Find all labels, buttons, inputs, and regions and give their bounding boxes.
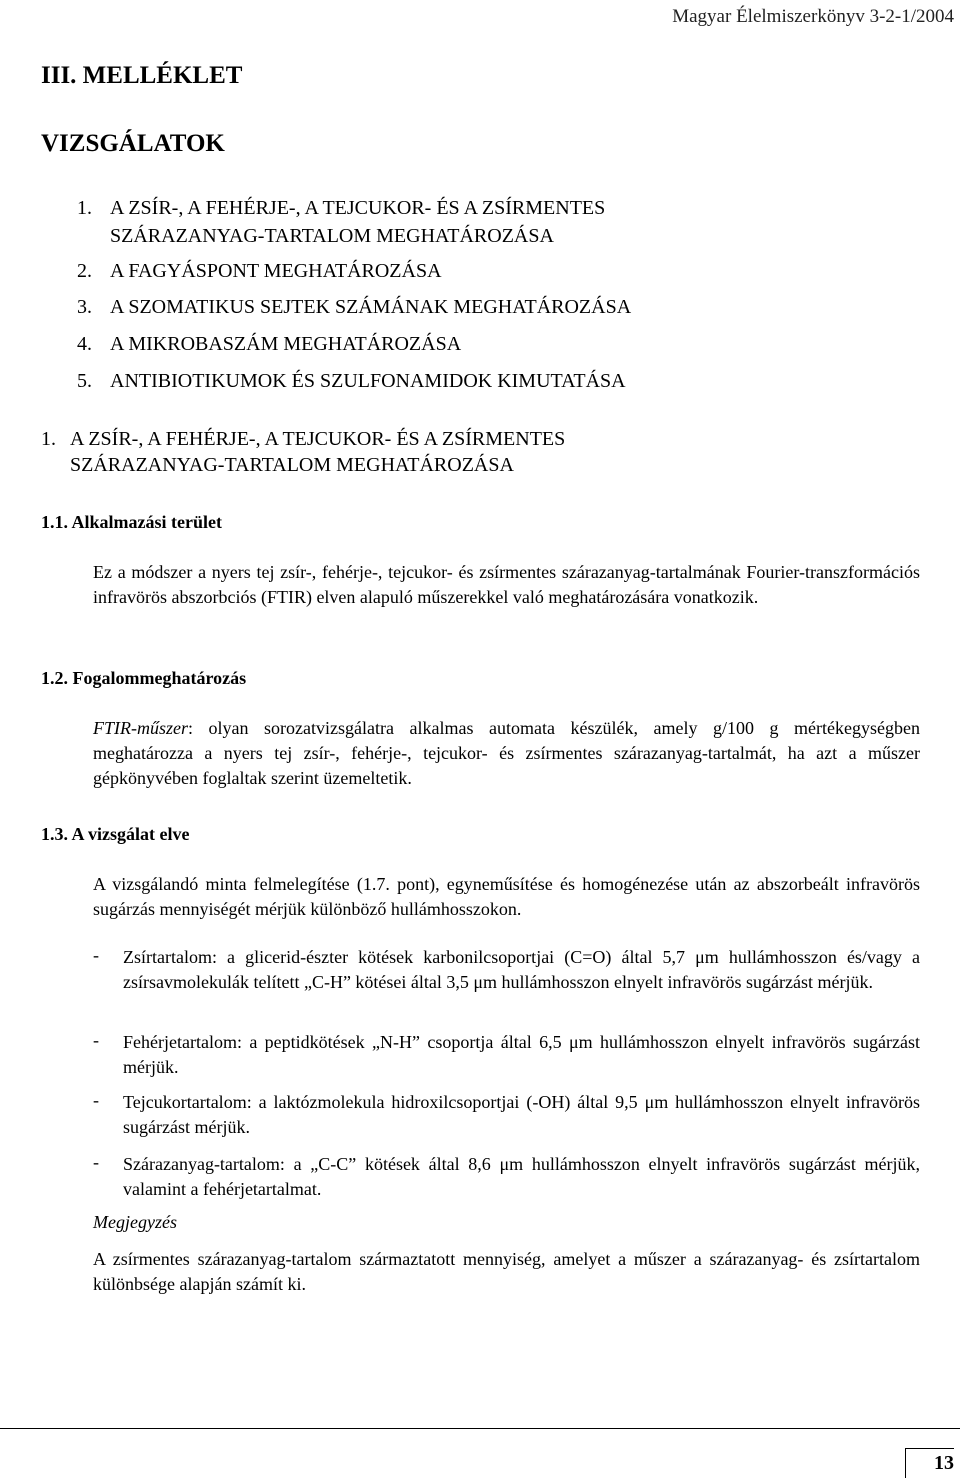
toc-item-text: A FAGYÁSPONT MEGHATÁROZÁSA (110, 260, 442, 282)
section-heading: 1.2. Fogalommeghatározás (41, 668, 247, 688)
bullet-dash: - (93, 1090, 99, 1110)
note-paragraph: A zsírmentes szárazanyag-tartalom származtatott mennyiség, amelyet a műszer a szárazanyag- és zsírtartalom különbsége alapján számít ki. (93, 1249, 920, 1294)
bullet-dash: - (93, 1152, 99, 1172)
toc-item-number: 3. (77, 296, 92, 318)
page-number: 13 (934, 1452, 954, 1474)
list-item: Tejcukortartalom: a laktózmolekula hidroxilcsoportjai (-OH) által 9,5 μm hullámhosszon elnyelt infravörös sugárzást mérjük. (123, 1092, 920, 1137)
toc-item-text: SZÁRAZANYAG-TARTALOM MEGHATÁROZÁSA (110, 225, 554, 247)
bullet-dash: - (93, 945, 99, 965)
document-header: Magyar Élelmiszerkönyv 3-2-1/2004 (672, 6, 954, 27)
toc-item-text: A ZSÍR-, A FEHÉRJE-, A TEJCUKOR- ÉS A ZSÍRMENTES (110, 197, 606, 219)
note-label: Megjegyzés (93, 1212, 177, 1232)
footer-divider (0, 1428, 960, 1429)
list-item: Szárazanyag-tartalom: a „C-C” kötések által 8,6 μm hullámhosszon elnyelt infravörös sugárzást mérjük, valamint a fehérjetartalmat. (123, 1154, 920, 1199)
toc-item-text: ANTIBIOTIKUMOK ÉS SZULFONAMIDOK KIMUTATÁSA (110, 370, 626, 392)
section-heading: 1.3. A vizsgálat elve (41, 824, 190, 844)
toc-item-text: A MIKROBASZÁM MEGHATÁROZÁSA (110, 333, 462, 355)
definition-text: : olyan sorozatvizsgálatra alkalmas automata készülék, amely g/100 g mértékegységben meghatározza a nyers tej zsír-, fehérje-, tejcukor- és zsírmentes szárazanyag-tartalmát, ha azt a műszer gépkönyvében foglaltak szerint üzemeltetik. (93, 718, 920, 788)
chapter-title: SZÁRAZANYAG-TARTALOM MEGHATÁROZÁSA (70, 454, 514, 476)
toc-item-number: 2. (77, 260, 92, 282)
toc-item-text: A SZOMATIKUS SEJTEK SZÁMÁNAK MEGHATÁROZÁSA (110, 296, 632, 318)
paragraph: Ez a módszer a nyers tej zsír-, fehérje-, tejcukor- és zsírmentes szárazanyag-tartalmának Fourier-transzformációs infravörös abszorbciós (FTIR) elven alapuló műszerekkel való meghatározására vonatkozik. (93, 562, 920, 607)
toc-item-number: 5. (77, 370, 92, 392)
list-item: Zsírtartalom: a glicerid-észter kötések karbonilcsoportjai (C=O) által 5,7 μm hullámhosszon és/vagy a zsírsavmolekulák telített „C-H” kötései által 3,5 μm hullámhosszon elnyelt infravörös sugárzást mérjük. (123, 947, 920, 992)
toc-item-number: 1. (77, 197, 92, 219)
chapter-number: 1. (41, 428, 56, 450)
toc-item-number: 4. (77, 333, 92, 355)
section-title: VIZSGÁLATOK (41, 130, 225, 157)
appendix-title: III. MELLÉKLET (41, 62, 243, 89)
definition-paragraph (93, 716, 920, 791)
section-heading: 1.1. Alkalmazási terület (41, 512, 222, 532)
paragraph: A vizsgálandó minta felmelegítése (1.7. pont), egyneműsítése és homogénezése után az abszorbeált infravörös sugárzás mennyiségét mérjük különböző hullámhosszokon. (93, 874, 920, 919)
chapter-title: A ZSÍR-, A FEHÉRJE-, A TEJCUKOR- ÉS A ZSÍRMENTES (70, 428, 566, 450)
list-item: Fehérjetartalom: a peptidkötések „N-H” csoportja által 6,5 μm hullámhosszon elnyelt infravörös sugárzást mérjük. (123, 1032, 920, 1077)
term: FTIR-műszer (93, 718, 188, 738)
bullet-dash: - (93, 1030, 99, 1050)
